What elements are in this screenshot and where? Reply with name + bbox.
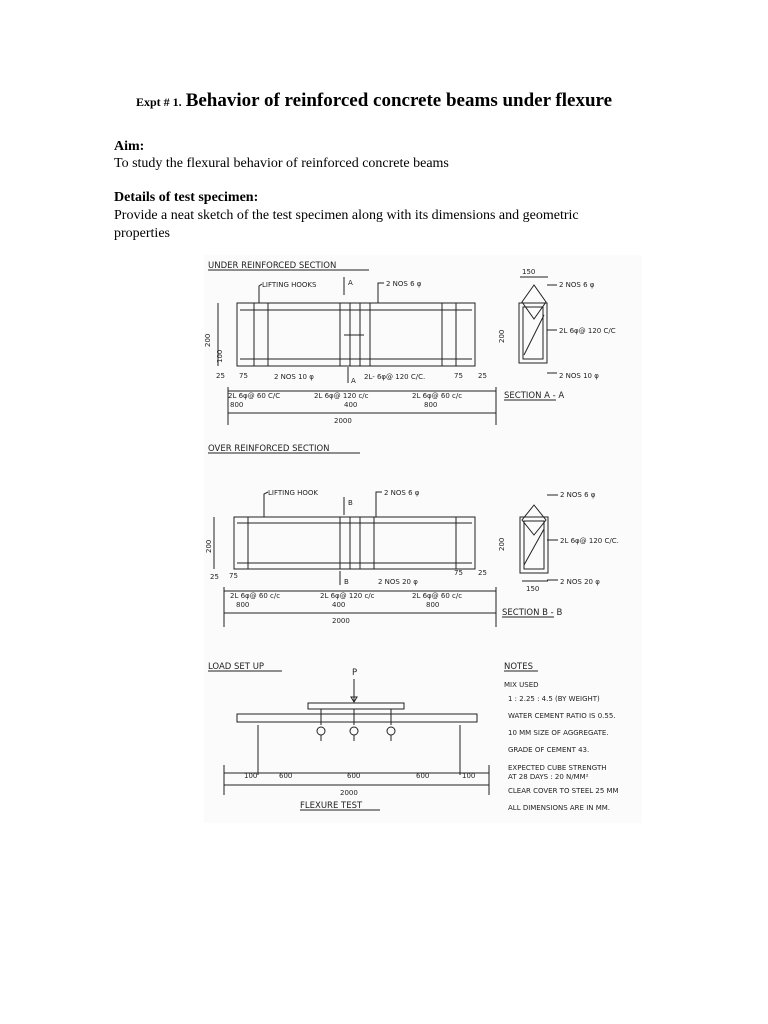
section-a-a — [498, 268, 616, 401]
notes — [504, 662, 619, 812]
under-cover-right: 25 — [478, 372, 487, 380]
under-dim-400: 400 — [344, 401, 358, 409]
under-dim-800b: 800 — [424, 401, 438, 409]
under-dim-2000: 2000 — [334, 417, 352, 425]
over-height-200: 200 — [205, 539, 213, 553]
over-dim-800b: 800 — [426, 601, 440, 609]
section-a-stirrups: 2L 6φ@ 120 C/C — [559, 327, 616, 335]
over-section-b-top: B — [348, 499, 353, 507]
over-left-stirrups: 2L 6φ@ 60 c/c — [230, 592, 281, 600]
under-section-a-bottom: A — [351, 377, 356, 385]
load-dim-600c: 600 — [416, 772, 430, 780]
details-heading: Details of test specimen: — [114, 190, 259, 205]
load-p-label: P — [352, 668, 358, 678]
over-cover-right: 25 — [478, 569, 487, 577]
notes-item: GRADE OF CEMENT 43. — [508, 746, 590, 754]
under-top-bars: 2 NOS 6 φ — [386, 280, 422, 288]
over-section-b-bottom: B — [344, 578, 349, 586]
over-dim-2000: 2000 — [332, 617, 350, 625]
under-title: UNDER REINFORCED SECTION — [208, 261, 337, 271]
section-b-b — [498, 491, 619, 618]
section-b-height: 200 — [498, 537, 506, 551]
section-b-width: 150 — [526, 585, 540, 593]
load-dim-100a: 100 — [244, 772, 258, 780]
under-bottom-bars: 2 NOS 10 φ — [274, 373, 314, 381]
over-dim-400: 400 — [332, 601, 346, 609]
over-lifting-label: LIFTING HOOK — [268, 489, 318, 497]
under-dim-800a: 800 — [230, 401, 244, 409]
notes-item: 10 MM SIZE OF AGGREGATE. — [508, 729, 609, 737]
over-dim-800a: 800 — [236, 601, 250, 609]
under-left-stirrups: 2L 6φ@ 60 C/C — [228, 392, 281, 400]
section-b-stirrups: 2L 6φ@ 120 C/C. — [560, 537, 619, 545]
under-mid-spacing: 2L 6φ@ 120 c/c — [314, 392, 369, 400]
under-offset-right: 75 — [454, 372, 463, 380]
section-a-height: 200 — [498, 329, 506, 343]
section-a-title: SECTION A - A — [504, 391, 565, 401]
over-title: OVER REINFORCED SECTION — [208, 444, 330, 454]
experiment-number: Expt # 1. — [136, 95, 182, 109]
notes-item: 1 : 2.25 : 4.5 (BY WEIGHT) — [508, 695, 600, 703]
over-mid-spacing: 2L 6φ@ 120 c/c — [320, 592, 375, 600]
over-top-bars: 2 NOS 6 φ — [384, 489, 420, 497]
over-bottom-bars: 2 NOS 20 φ — [378, 578, 418, 586]
experiment-title: Behavior of reinforced concrete beams under flexure — [185, 90, 613, 111]
under-right-stirrups: 2L 6φ@ 60 c/c — [412, 392, 463, 400]
notes-item: CLEAR COVER TO STEEL 25 MM — [508, 787, 619, 795]
notes-mix-used: MIX USED — [504, 681, 539, 689]
notes-item: EXPECTED CUBE STRENGTH — [508, 764, 607, 772]
under-height-200: 200 — [204, 333, 212, 347]
notes-item: ALL DIMENSIONS ARE IN MM. — [508, 804, 611, 812]
notes-item: AT 28 DAYS : 20 N/MM² — [508, 773, 589, 781]
over-reinforced-beam — [205, 444, 496, 627]
under-offset-left: 75 — [239, 372, 248, 380]
load-dim-600a: 600 — [279, 772, 293, 780]
under-mid-stirrups: 2L- 6φ@ 120 C/C. — [364, 373, 426, 381]
test-specimen-drawing — [204, 255, 642, 823]
over-right-stirrups: 2L 6φ@ 60 c/c — [412, 592, 463, 600]
under-section-a-top: A — [348, 279, 353, 287]
under-cover-left: 25 — [216, 372, 225, 380]
over-offset-right: 75 — [454, 569, 463, 577]
section-b-title: SECTION B - B — [502, 608, 563, 618]
under-reinforced-beam — [204, 261, 496, 425]
load-dim-100b: 100 — [462, 772, 476, 780]
details-text: Provide a neat sketch of the test specimen along with its dimensions and geometric properties — [114, 208, 579, 241]
over-cover-left: 25 — [210, 573, 219, 581]
section-a-bottom-bars: 2 NOS 10 φ — [559, 372, 599, 380]
section-a-width: 150 — [522, 268, 536, 276]
section-b-bottom-bars: 2 NOS 20 φ — [560, 578, 600, 586]
load-caption: FLEXURE TEST — [300, 801, 363, 811]
notes-title: NOTES — [504, 662, 534, 672]
over-offset-left: 75 — [229, 572, 238, 580]
under-height-100: 100 — [216, 349, 224, 363]
aim-text: To study the flexural behavior of reinforced concrete beams — [114, 156, 449, 171]
load-title: LOAD SET UP — [208, 662, 265, 672]
aim-heading: Aim: — [114, 139, 145, 154]
under-lifting-label: LIFTING HOOKS — [262, 281, 317, 289]
load-dim-2000: 2000 — [340, 789, 358, 797]
section-a-top-bars: 2 NOS 6 φ — [559, 281, 595, 289]
section-b-top-bars: 2 NOS 6 φ — [560, 491, 596, 499]
notes-item: WATER CEMENT RATIO IS 0.55. — [508, 712, 616, 720]
page-title — [136, 90, 612, 112]
load-dim-600b: 600 — [347, 772, 361, 780]
load-setup — [208, 662, 489, 811]
